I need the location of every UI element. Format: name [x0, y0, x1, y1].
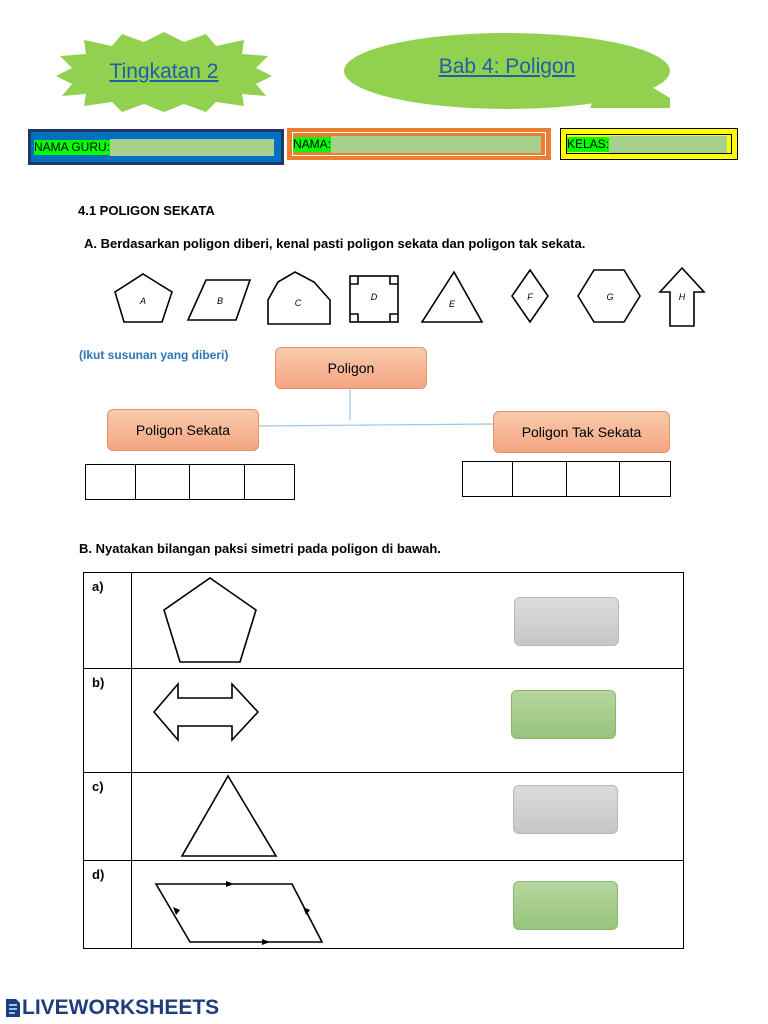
level-title: Tingkatan 2	[109, 60, 219, 83]
name-label: NAMA:	[293, 136, 332, 151]
tree-connectors	[0, 0, 768, 480]
class-label: KELAS:	[567, 136, 610, 151]
sekata-answer-3[interactable]	[190, 465, 244, 499]
tak-sekata-answer-2[interactable]	[513, 462, 567, 496]
parallelogram-shape	[156, 884, 322, 942]
order-note: (Ikut susunan yang diberi)	[79, 348, 229, 362]
shape-label-h: H	[678, 292, 686, 302]
shape-label-a: A	[139, 296, 147, 306]
sekata-answer-row	[85, 464, 295, 500]
question-label-d: d)	[92, 867, 105, 882]
part-a-instruction: A. Berdasarkan poligon diberi, kenal pasti poligon sekata dan poligon tak sekata.	[84, 236, 586, 251]
tak-sekata-answer-3[interactable]	[567, 462, 620, 496]
poligon-sekata-box: Poligon Sekata	[107, 409, 259, 451]
answer-b-button[interactable]	[511, 690, 616, 739]
tak-sekata-answer-1[interactable]	[463, 462, 513, 496]
question-label-a: a)	[92, 579, 104, 594]
chapter-title: Bab 4: Poligon	[438, 55, 576, 78]
triangle-shape	[182, 776, 276, 856]
poligon-tak-sekata-box: Poligon Tak Sekata	[493, 411, 670, 453]
liveworksheets-icon	[4, 997, 22, 1019]
poligon-box: Poligon	[275, 347, 427, 389]
teacher-label: NAMA GURU:	[34, 139, 111, 154]
tak-sekata-answer-4[interactable]	[620, 462, 670, 496]
answer-a-button[interactable]	[514, 597, 619, 646]
double-arrow-shape	[154, 684, 258, 740]
liveworksheets-logo	[4, 996, 219, 1020]
sekata-answer-4[interactable]	[245, 465, 295, 499]
section-title: 4.1 POLIGON SEKATA	[78, 203, 215, 218]
shape-label-d: D	[370, 292, 378, 302]
pentagon-shape	[164, 578, 256, 662]
question-label-b: b)	[92, 675, 105, 690]
sekata-answer-1[interactable]	[86, 465, 136, 499]
brand-text: LIVEWORKSHEETS	[22, 996, 220, 1019]
part-b-instruction: B. Nyatakan bilangan paksi simetri pada poligon di bawah.	[79, 541, 441, 556]
shape-label-e: E	[448, 299, 456, 309]
tak-sekata-answer-row	[462, 461, 671, 497]
question-label-c: c)	[92, 779, 104, 794]
answer-c-button[interactable]	[513, 785, 618, 834]
shape-label-g: G	[606, 292, 614, 302]
sekata-answer-2[interactable]	[136, 465, 190, 499]
answer-d-button[interactable]	[513, 881, 618, 930]
shape-label-f: F	[527, 292, 533, 302]
shape-label-c: C	[294, 298, 302, 308]
shape-label-b: B	[216, 296, 224, 306]
part-b-shapes	[140, 574, 340, 952]
